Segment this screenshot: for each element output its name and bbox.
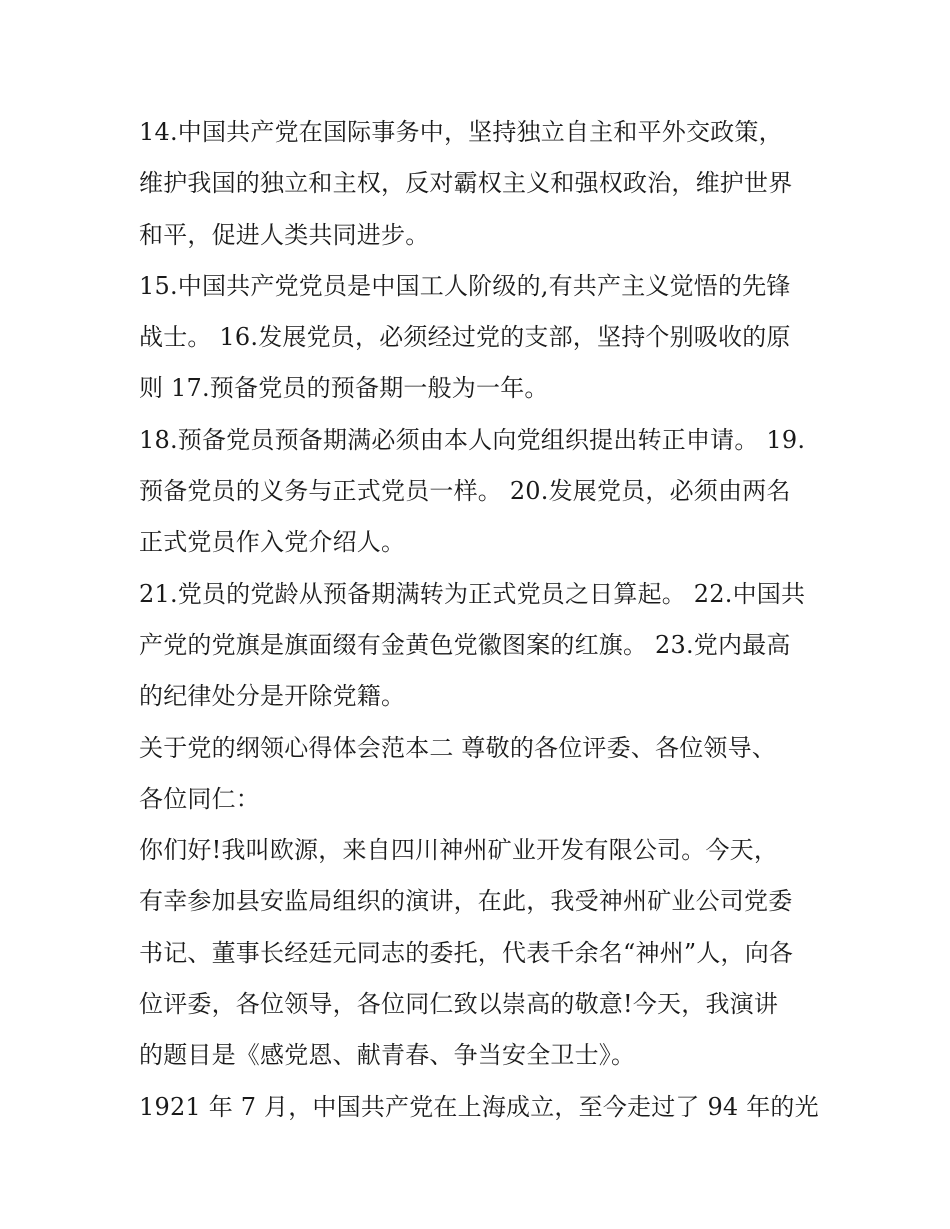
text-line: 战士。 16.发展党员，必须经过党的支部，坚持个别吸收的原 (139, 323, 791, 352)
text-line: 18.预备党员预备期满必须由本人向党组织提出转正申请。 19. (139, 425, 806, 454)
text-line: 各位同仁： (139, 784, 260, 813)
text-line: 预备党员的义务与正式党员一样。 20.发展党员，必须由两名 (139, 477, 791, 506)
text-line: 正式党员作入党介绍人。 (139, 528, 406, 557)
paragraph-articles-18-20 (139, 415, 819, 569)
text-line: 你们好!我叫欧源，来自四川神州矿业开发有限公司。今天， (139, 836, 779, 865)
text-line: 书记、董事长经廷元同志的委托，代表千余名“神州”人，向各 (139, 938, 794, 967)
text-line: 的题目是《感党恩、献青春、争当安全卫士》。 (139, 1041, 636, 1070)
text-line: 14.中国共产党在国际事务中，坚持独立自主和平外交政策， (139, 118, 783, 146)
text-line: 1921 年 7 月，中国共产党在上海成立，至今走过了 94 年的光 (139, 1092, 819, 1121)
document-body (139, 107, 819, 1133)
paragraph-speech-greeting (139, 825, 819, 1081)
text-line: 的纪律处分是开除党籍。 (139, 682, 406, 711)
text-line: 则 17.预备党员的预备期一般为一年。 (139, 374, 549, 403)
text-line: 15.中国共产党党员是中国工人阶级的,有共产主义觉悟的先锋 (139, 271, 791, 300)
paragraph-history (139, 1082, 819, 1133)
text-line: 有幸参加县安监局组织的演讲，在此，我受神州矿业公司党委 (139, 887, 793, 916)
paragraph-articles-15-17 (139, 261, 819, 415)
text-line: 产党的党旗是旗面缀有金黄色党徽图案的红旗。 23.党内最高 (139, 630, 791, 659)
text-line: 位评委，各位领导，各位同仁致以崇高的敬意!今天，我演讲 (139, 990, 779, 1019)
paragraph-speech-heading (139, 723, 819, 826)
text-line: 21.党员的党龄从预备期满转为正式党员之日算起。 22.中国共 (139, 579, 806, 608)
text-line: 维护我国的独立和主权，反对霸权主义和强权政治，维护世界 (139, 169, 793, 198)
text-line: 和平，促进人类共同进步。 (139, 220, 430, 249)
paragraph-articles-21-23 (139, 569, 819, 723)
text-line: 关于党的纲领心得体会范本二 尊敬的各位评委、各位领导、 (139, 733, 777, 762)
paragraph-article-14 (139, 107, 819, 261)
